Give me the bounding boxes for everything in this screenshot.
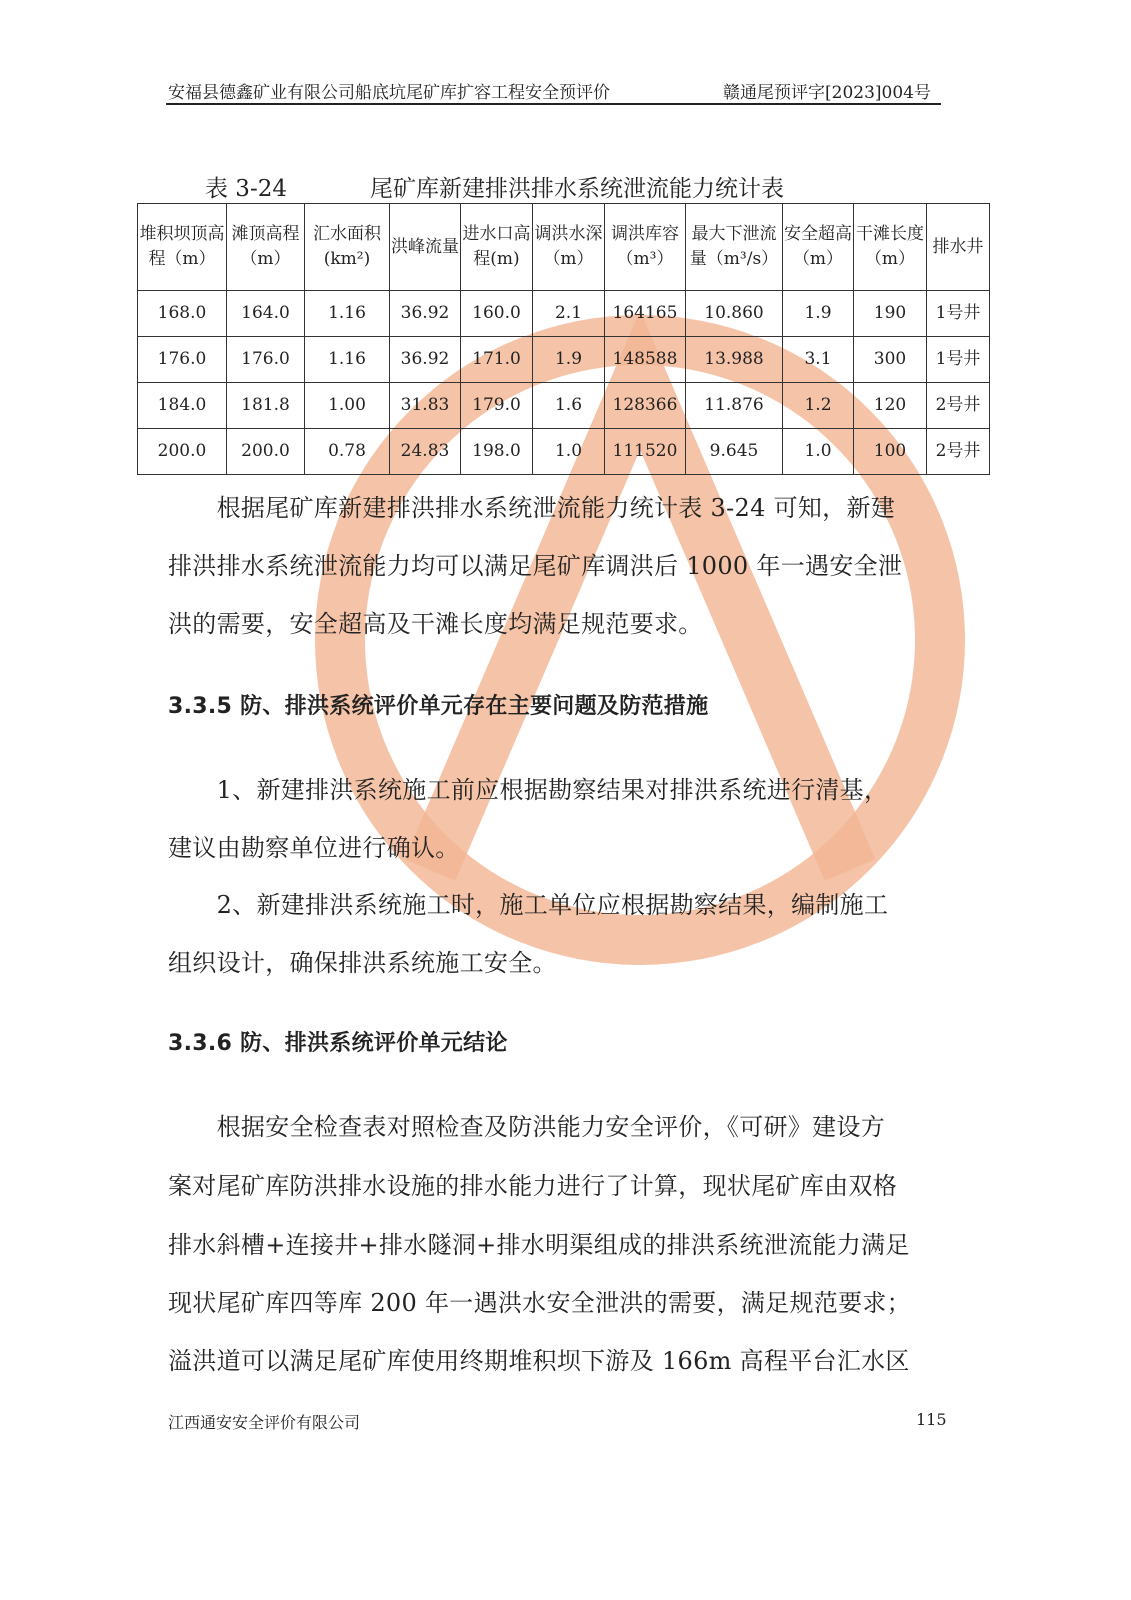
table-cell: 1号井 xyxy=(927,337,990,383)
table-cell: 160.0 xyxy=(461,291,533,337)
paragraph-line: 组织设计，确保排洪系统施工安全。 xyxy=(168,949,557,977)
column-header: 汇水面积(km²) xyxy=(305,204,390,291)
table-cell: 1.9 xyxy=(533,337,605,383)
paragraph-line: 案对尾矿库防洪排水设施的排水能力进行了计算，现状尾矿库由双格 xyxy=(168,1172,897,1200)
table-cell: 164.0 xyxy=(227,291,305,337)
table-caption-number: 表 3-24 xyxy=(205,176,287,202)
header-doc-number: 赣通尾预评字[2023]004号 xyxy=(723,83,931,103)
table-cell: 11.876 xyxy=(686,383,783,429)
section-heading-3-3-6: 3.3.6 防、排洪系统评价单元结论 xyxy=(168,1031,508,1056)
table-cell: 176.0 xyxy=(138,337,227,383)
table-cell: 171.0 xyxy=(461,337,533,383)
table-cell: 1.6 xyxy=(533,383,605,429)
table-cell: 179.0 xyxy=(461,383,533,429)
table-cell: 24.83 xyxy=(390,429,461,475)
column-header: 排水井 xyxy=(927,204,990,291)
table-cell: 111520 xyxy=(605,429,686,475)
table-row xyxy=(138,337,990,383)
page-number: 115 xyxy=(916,1410,947,1429)
table-cell: 176.0 xyxy=(227,337,305,383)
column-header: 最大下泄流量（m³/s） xyxy=(686,204,783,291)
paragraph-line: 根据安全检查表对照检查及防洪能力安全评价，《可研》建设方 xyxy=(168,1113,885,1141)
table-cell: 120 xyxy=(854,383,927,429)
footer-company: 江西通安安全评价有限公司 xyxy=(168,1413,361,1432)
paragraph-line: 洪的需要，安全超高及干滩长度均满足规范要求。 xyxy=(168,610,703,638)
header-title: 安福县德鑫矿业有限公司船底坑尾矿库扩容工程安全预评价 xyxy=(168,83,610,103)
column-header: 干滩长度（m） xyxy=(854,204,927,291)
table-cell: 10.860 xyxy=(686,291,783,337)
section-heading-3-3-5: 3.3.5 防、排洪系统评价单元存在主要问题及防范措施 xyxy=(168,694,709,719)
column-header: 安全超高（m） xyxy=(783,204,854,291)
table-caption-title: 尾矿库新建排洪排水系统泄流能力统计表 xyxy=(370,176,784,202)
paragraph-line: 1、新建排洪系统施工前应根据勘察结果对排洪系统进行清基， xyxy=(168,776,889,804)
table-cell: 100 xyxy=(854,429,927,475)
table-cell: 1.2 xyxy=(783,383,854,429)
table-cell: 2号井 xyxy=(927,383,990,429)
table-cell: 300 xyxy=(854,337,927,383)
column-header: 调洪库容（m³） xyxy=(605,204,686,291)
paragraph-line: 根据尾矿库新建排洪排水系统泄流能力统计表 3-24 可知，新建 xyxy=(168,494,896,522)
paragraph-line: 现状尾矿库四等库 200 年一遇洪水安全泄洪的需要，满足规范要求； xyxy=(168,1289,911,1317)
table-row xyxy=(138,429,990,475)
table-cell: 36.92 xyxy=(390,337,461,383)
table-cell: 198.0 xyxy=(461,429,533,475)
table-cell: 1.0 xyxy=(783,429,854,475)
table-cell: 3.1 xyxy=(783,337,854,383)
table-cell: 2.1 xyxy=(533,291,605,337)
table-row xyxy=(138,383,990,429)
table-cell: 184.0 xyxy=(138,383,227,429)
paragraph-line: 排洪排水系统泄流能力均可以满足尾矿库调洪后 1000 年一遇安全泄 xyxy=(168,552,903,580)
header-rule xyxy=(166,103,941,105)
table-cell: 2号井 xyxy=(927,429,990,475)
table-cell: 1.00 xyxy=(305,383,390,429)
table-cell: 13.988 xyxy=(686,337,783,383)
table-cell: 1号井 xyxy=(927,291,990,337)
table-cell: 36.92 xyxy=(390,291,461,337)
table-cell: 1.16 xyxy=(305,337,390,383)
table-cell: 148588 xyxy=(605,337,686,383)
table-cell: 168.0 xyxy=(138,291,227,337)
table-cell: 0.78 xyxy=(305,429,390,475)
table-cell: 31.83 xyxy=(390,383,461,429)
discharge-capacity-table xyxy=(137,203,990,475)
column-header: 堆积坝顶高程（m） xyxy=(138,204,227,291)
paragraph-line: 溢洪道可以满足尾矿库使用终期堆积坝下游及 166m 高程平台汇水区 xyxy=(168,1347,910,1375)
table-cell: 190 xyxy=(854,291,927,337)
paragraph-line: 2、新建排洪系统施工时，施工单位应根据勘察结果，编制施工 xyxy=(168,891,889,919)
table-cell: 1.9 xyxy=(783,291,854,337)
table-cell: 128366 xyxy=(605,383,686,429)
table-cell: 1.16 xyxy=(305,291,390,337)
column-header: 洪峰流量 xyxy=(390,204,461,291)
paragraph-line: 建议由勘察单位进行确认。 xyxy=(168,834,460,862)
table-cell: 1.0 xyxy=(533,429,605,475)
table-body xyxy=(138,291,990,475)
paragraph-line: 排水斜槽+连接井+排水隧洞+排水明渠组成的排洪系统泄流能力满足 xyxy=(168,1231,910,1259)
table-cell: 200.0 xyxy=(138,429,227,475)
table-cell: 200.0 xyxy=(227,429,305,475)
table-cell: 164165 xyxy=(605,291,686,337)
column-header: 进水口高程(m) xyxy=(461,204,533,291)
column-header: 调洪水深（m） xyxy=(533,204,605,291)
column-header: 滩顶高程（m） xyxy=(227,204,305,291)
table-cell: 9.645 xyxy=(686,429,783,475)
table-header-row xyxy=(138,204,990,291)
table-row xyxy=(138,291,990,337)
table-cell: 181.8 xyxy=(227,383,305,429)
